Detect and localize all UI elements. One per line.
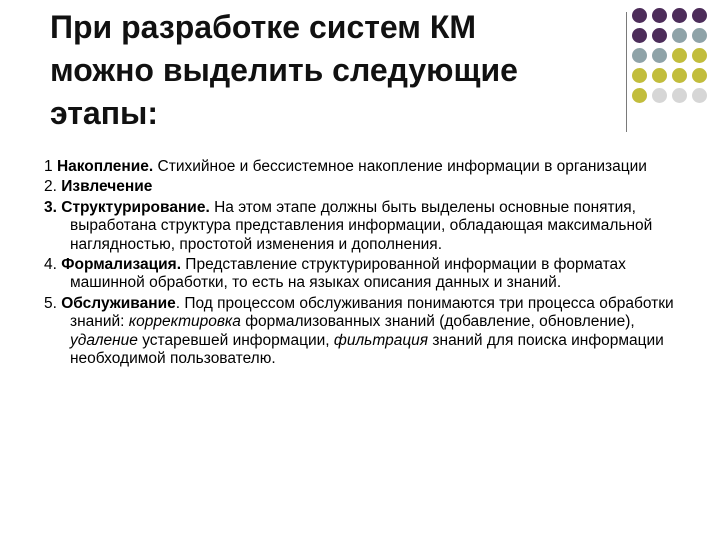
decorative-dot [652, 28, 667, 43]
vertical-divider [626, 12, 627, 132]
decorative-dot [692, 48, 707, 63]
decorative-dot [652, 8, 667, 23]
stage-name: Накопление. [56, 158, 154, 175]
decorative-dot-grid [632, 8, 714, 108]
stage-number: 4. [44, 256, 57, 274]
stage-number: 3. [44, 198, 57, 216]
stage-name: Структурирование. [61, 198, 210, 216]
stage-item-1 [44, 158, 694, 176]
stage-term-deletion: удаление [70, 331, 138, 349]
decorative-dot [632, 28, 647, 43]
decorative-dot [632, 48, 647, 63]
decorative-dot [632, 8, 647, 23]
decorative-dot [692, 68, 707, 83]
stage-text-3: устаревшей информации, [137, 331, 334, 349]
decorative-dot [672, 8, 687, 23]
decorative-dot [672, 68, 687, 83]
stage-name: Формализация. [61, 256, 181, 274]
decorative-dot [672, 48, 687, 63]
stage-item-2 [44, 178, 694, 196]
decorative-dot [672, 28, 687, 43]
stage-item-3 [44, 199, 694, 254]
stage-number: 1 [44, 158, 53, 175]
decorative-dot [692, 88, 707, 103]
title-line-2: можно выделить следующие [50, 52, 518, 88]
stage-name: Извлечение [61, 178, 153, 196]
stages-list [44, 158, 694, 370]
stage-text-2: формализованных знаний (добавление, обновление), [240, 313, 635, 331]
stage-text: Представление структурированной информации в форматах машинной обработки, то есть на языках описания данных и знаний. [70, 256, 626, 292]
decorative-dot [692, 28, 707, 43]
stage-name: Обслуживание [61, 294, 176, 312]
stage-number: 5. [44, 294, 57, 312]
decorative-dot [672, 88, 687, 103]
stage-text: На этом этапе должны быть выделены основные понятия, выработана структура представления информации, обладающая максимальной наглядностью, простотой изменения и дополнения. [70, 198, 653, 253]
stage-text: Стихийное и бессистемное накопление информации в организации [153, 158, 647, 175]
title-line-3: этапы: [50, 95, 159, 131]
stage-text-4: знаний для поиска информации необходимой пользователю. [70, 331, 664, 368]
stage-text: . Под процессом обслуживания понимаются три процесса обработки знаний: [70, 294, 674, 331]
decorative-dot [692, 8, 707, 23]
stage-term-filtering: фильтрация [333, 331, 429, 349]
decorative-dot [652, 68, 667, 83]
stage-number: 2. [44, 178, 57, 196]
decorative-dot [632, 68, 647, 83]
decorative-dot [632, 88, 647, 103]
decorative-dot [652, 48, 667, 63]
title-line-1: При разработке систем КМ [50, 9, 477, 45]
decorative-dot [652, 88, 667, 103]
stage-item-5 [44, 295, 694, 369]
slide-title [50, 6, 610, 135]
stage-item-4 [44, 256, 694, 293]
stage-term-correction: корректировка [128, 313, 241, 331]
